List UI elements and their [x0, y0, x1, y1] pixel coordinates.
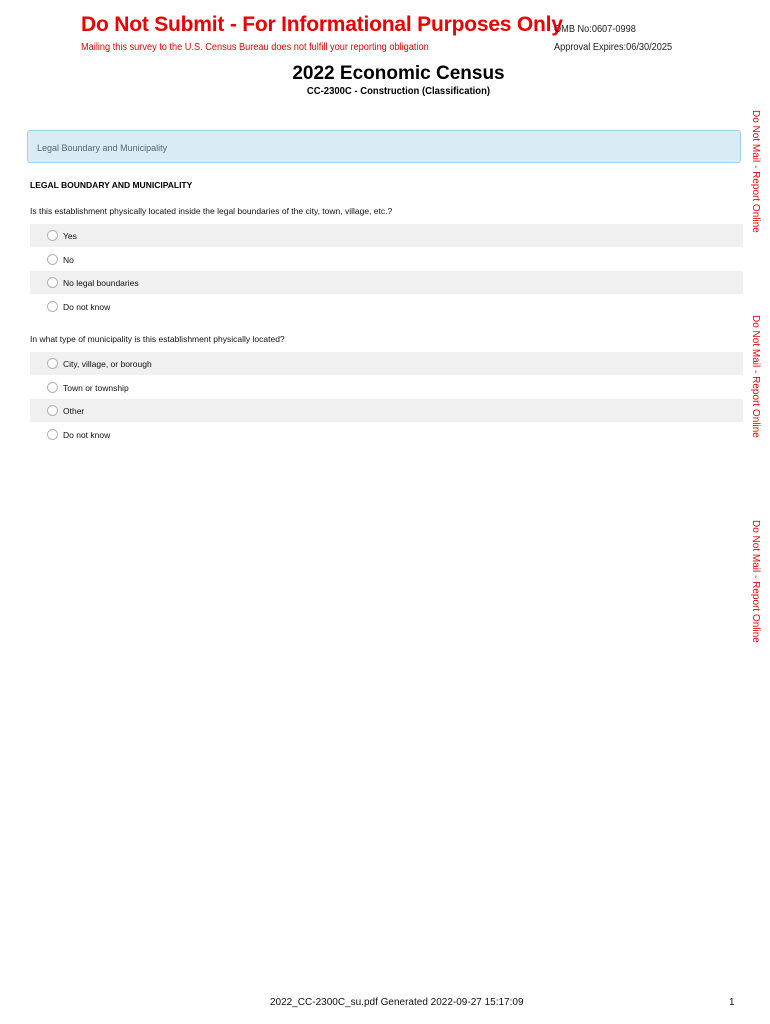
section-heading: LEGAL BOUNDARY AND MUNICIPALITY — [30, 180, 193, 190]
radio-button[interactable] — [47, 405, 58, 416]
radio-button[interactable] — [47, 358, 58, 369]
option-label: City, village, or borough — [63, 359, 152, 369]
omb-number: OMB No:0607-0998 — [554, 24, 636, 35]
radio-button[interactable] — [47, 429, 58, 440]
option-row[interactable] — [30, 271, 743, 294]
side-note-3: Do Not Mail - Report Online — [750, 520, 761, 643]
side-note-2: Do Not Mail - Report Online — [750, 315, 761, 438]
side-note-1: Do Not Mail - Report Online — [750, 110, 761, 233]
radio-button[interactable] — [47, 230, 58, 241]
warning-subtitle: Mailing this survey to the U.S. Census Bureau does not fulfill your reporting obligation — [81, 42, 429, 53]
approval-expiry: Approval Expires:06/30/2025 — [554, 42, 673, 53]
section-box-label: Legal Boundary and Municipality — [37, 143, 168, 153]
option-row[interactable] — [30, 295, 743, 318]
radio-button[interactable] — [47, 301, 58, 312]
option-label: Do not know — [63, 430, 111, 440]
option-label: Town or township — [63, 383, 129, 393]
section-box — [27, 130, 741, 163]
option-row[interactable] — [30, 376, 743, 399]
option-label: No legal boundaries — [63, 278, 139, 288]
option-label: Other — [63, 406, 85, 416]
option-label: Do not know — [63, 302, 111, 312]
radio-button[interactable] — [47, 382, 58, 393]
radio-button[interactable] — [47, 254, 58, 265]
warning-title: Do Not Submit - For Informational Purposes Only — [81, 13, 563, 36]
option-row[interactable] — [30, 248, 743, 271]
option-row[interactable] — [30, 423, 743, 446]
radio-button[interactable] — [47, 277, 58, 288]
option-label: No — [63, 255, 74, 265]
option-row[interactable] — [30, 224, 743, 247]
page-number: 1 — [729, 997, 735, 1008]
page-title: 2022 Economic Census — [292, 63, 505, 84]
question-municipality-type: In what type of municipality is this establishment physically located? — [30, 334, 285, 344]
option-row[interactable] — [30, 352, 743, 375]
option-label: Yes — [63, 231, 77, 241]
footer-file-info: 2022_CC-2300C_su.pdf Generated 2022-09-27 15:17:09 — [270, 997, 524, 1008]
form-name: CC-2300C - Construction (Classification) — [306, 86, 491, 97]
option-row[interactable] — [30, 399, 743, 422]
question-legal-boundary: Is this establishment physically located inside the legal boundaries of the city, town, village, etc.? — [30, 206, 393, 216]
